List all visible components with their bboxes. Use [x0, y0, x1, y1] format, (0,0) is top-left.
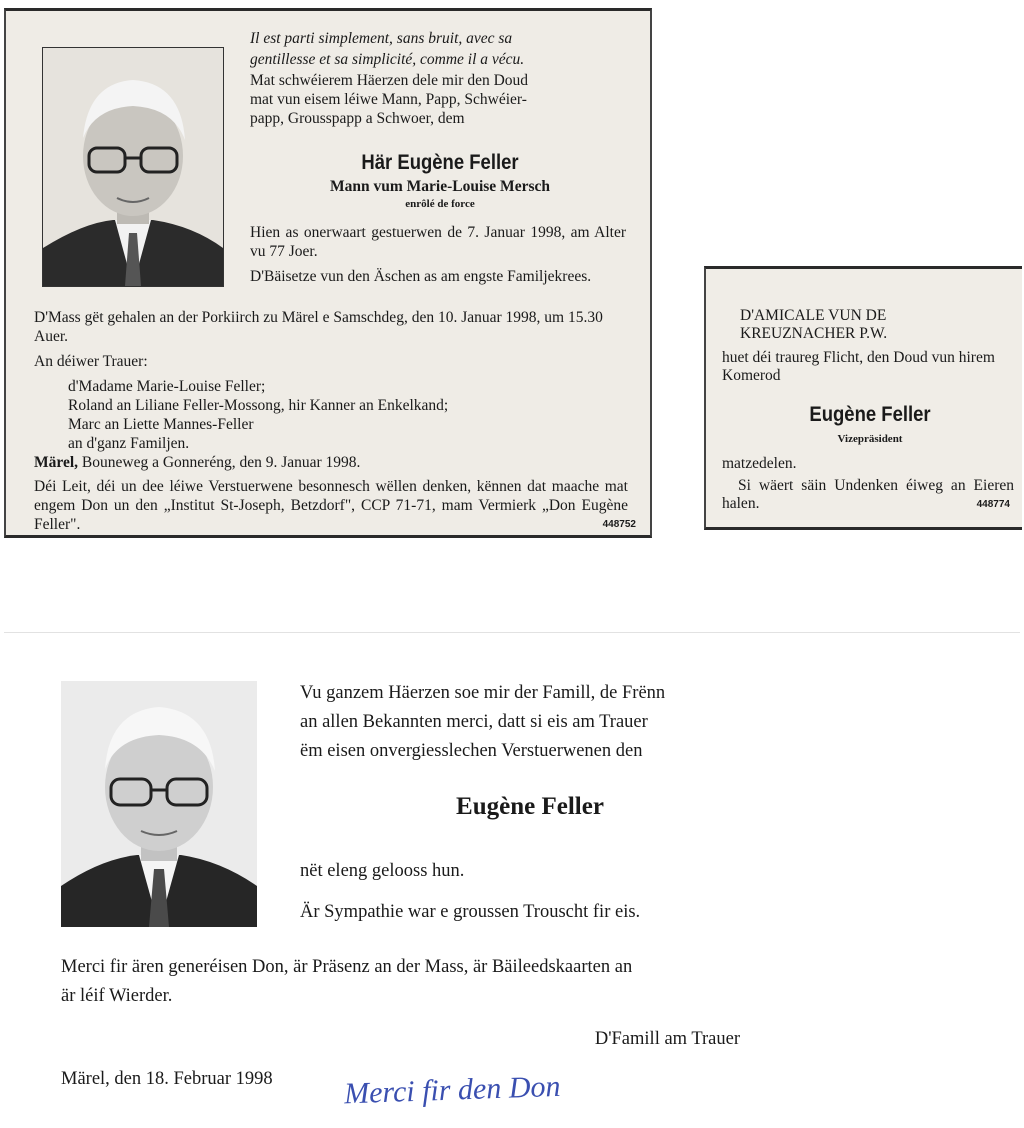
- card-lines: [300, 861, 640, 943]
- reference-number: 448774: [976, 499, 1010, 510]
- thanks-line: ëm eisen onvergiesslechen Verstuerwenen den: [300, 741, 643, 761]
- gift-line: är léif Wierder.: [61, 986, 173, 1006]
- sympathy-line: Är Sympathie war e groussen Trouscht fir eis.: [300, 902, 641, 922]
- intro-text: [250, 29, 630, 128]
- deceased-name: Här Eugène Feller: [361, 151, 519, 174]
- mass-details: D'Mass gët gehalen an der Porkiirch zu Märel e Samschdeg, den 10. Januar 1998, um 15.30 Auer.: [34, 309, 603, 345]
- duty-text: huet déi traureg Flicht, den Doud vun hirem Komerod: [722, 349, 995, 384]
- spouse-line: Mann vum Marie-Louise Mersch: [330, 178, 550, 195]
- place-rest: Bouneweg a Gonneréng, den 9. Januar 1998.: [81, 454, 361, 471]
- alone-line: nët eleng gelooss hun.: [300, 861, 465, 881]
- mourners-list: [68, 377, 628, 453]
- mourner-entry: Roland an Liliane Feller-Mossong, hir Kanner an Enkelkand;: [68, 397, 449, 414]
- card-date: Märel, den 18. Februar 1998: [61, 1069, 273, 1089]
- org-line: KREUZNACHER P.W.: [740, 325, 888, 342]
- donation-text: Déi Leit, déi un dee léiwe Verstuerwene besonnesch wëllen denken, kënnen dat maache mat engem Don un den „Institut St-Joseph, Betzdorf", CCP 71-71, mam Vermierk „Don Eugène Feller".: [34, 478, 628, 533]
- thanks-line: an allen Bekannten merci, datt si eis am Trauer: [300, 712, 648, 732]
- quote-line: Il est parti simplement, sans bruit, avec sa: [250, 30, 513, 47]
- family-signature: D'Famill am Trauer: [594, 1029, 740, 1049]
- amicale-clipping: [704, 266, 1022, 530]
- handwritten-text: Merci fir den Don: [343, 1069, 561, 1111]
- org-line: D'AMICALE VUN DE: [740, 307, 887, 324]
- handwritten-note: [340, 1061, 600, 1113]
- memory-text: Si wäert säin Undenken éiweg an Eieren halen.: [722, 477, 1014, 512]
- mourning-heading: An déiwer Trauer:: [34, 353, 148, 370]
- mourner-entry: d'Madame Marie-Louise Feller;: [68, 378, 266, 395]
- death-date-line: Hien as onerwaart gestuerwen de 7. Januar 1998, am Alter vu 77 Joer.: [250, 224, 626, 260]
- gift-thanks: [61, 953, 761, 1011]
- intro-line: papp, Grousspapp a Schwoer, dem: [250, 110, 465, 127]
- deceased-name: Eugène Feller: [456, 793, 604, 820]
- portrait-photo: [61, 681, 257, 927]
- place-date: [34, 454, 360, 472]
- reference-number: 448752: [602, 519, 636, 530]
- ashes-line: D'Bäisetze vun den Äschen as am engste Familjekrees.: [250, 268, 592, 285]
- obituary-clipping: [4, 8, 652, 538]
- matzedelen-line: matzedelen.: [722, 455, 797, 472]
- place-name: Märel,: [34, 454, 79, 471]
- gift-line: Merci fir ären generéisen Don, är Präsenz an der Mass, är Bäileedskaarten an: [61, 957, 633, 977]
- intro-line: mat vun eisem léiwe Mann, Papp, Schwéier-: [250, 91, 527, 108]
- quote-line: gentillesse et sa simplicité, comme il a vécu.: [250, 51, 525, 68]
- death-details: [250, 223, 626, 292]
- intro-line: Mat schwéierem Häerzen dele mir den Doud: [250, 72, 529, 89]
- mourner-entry: an d'ganz Familjen.: [68, 435, 190, 452]
- role-title: Vizepräsident: [837, 433, 903, 445]
- thanks-text: [300, 679, 760, 766]
- thanks-line: Vu ganzem Häerzen soe mir der Famill, de Frënn: [300, 683, 666, 703]
- thank-you-card: [4, 632, 1020, 1126]
- enrole-note: enrôlé de force: [405, 198, 475, 210]
- mourner-entry: Marc an Liette Mannes-Feller: [68, 416, 254, 433]
- deceased-name: Eugène Feller: [809, 403, 931, 426]
- organization-name: [740, 307, 1010, 343]
- portrait-photo: [42, 47, 224, 287]
